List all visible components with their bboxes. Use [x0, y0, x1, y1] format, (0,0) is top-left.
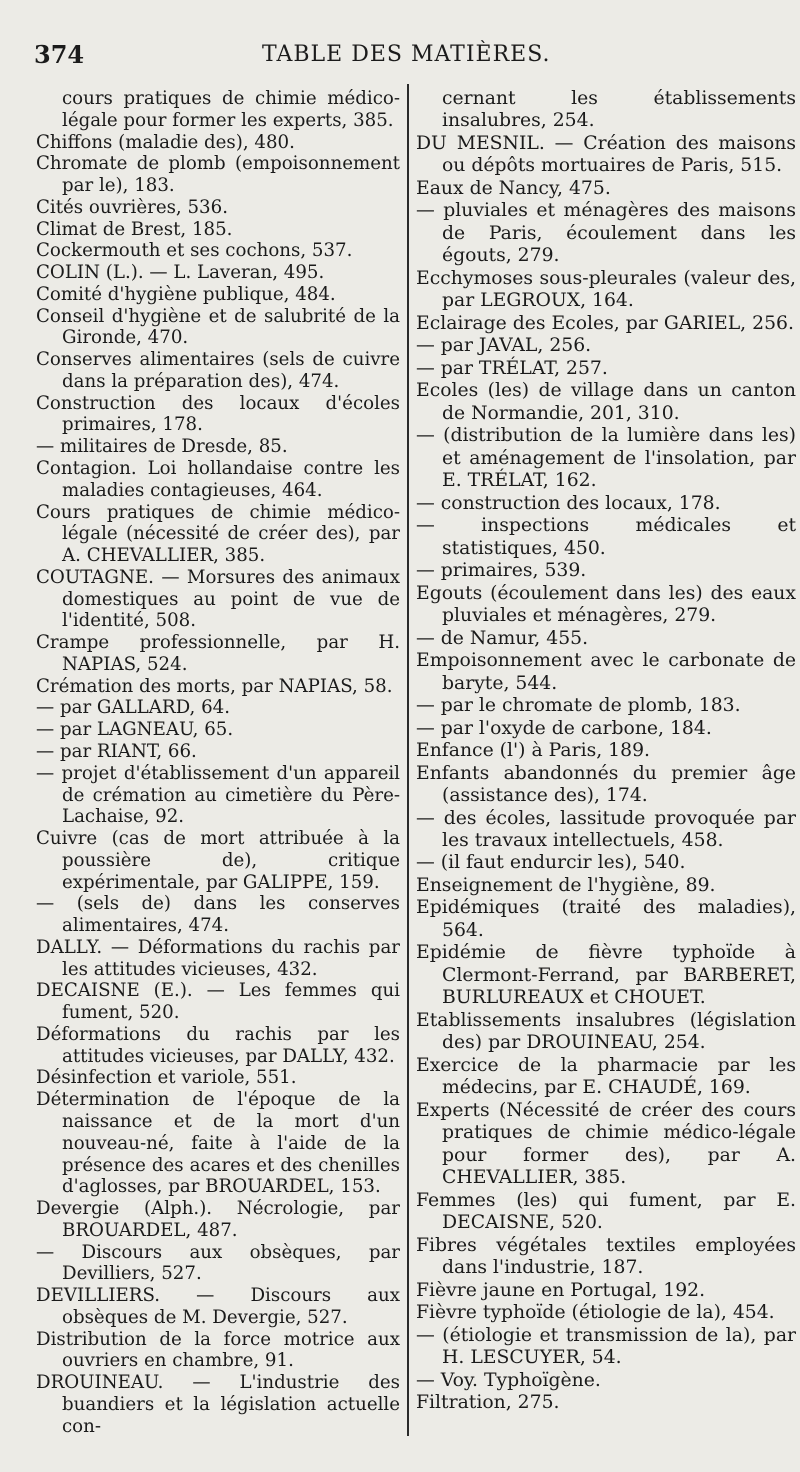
index-entry: DROUINEAU. — L'industrie des buandiers et la législation actuelle con-	[36, 1372, 400, 1437]
index-entry: — Discours aux obsèques, par Devilliers, 527.	[36, 1241, 400, 1285]
index-entry: Ecoles (les) de village dans un canton de Normandie, 201, 310.	[416, 380, 796, 424]
page-number: 374	[34, 40, 85, 69]
index-entry: Experts (Nécessité de créer des cours pratiques de chimie médico-légale pour former des), par A. CHEVALLIER, 385.	[416, 1099, 796, 1189]
index-entry: — (distribution de la lumière dans les) et aménagement de l'insolation, par E. TRÉLAT, 162.	[416, 425, 796, 492]
index-entry: Empoisonnement avec le carbonate de baryte, 544.	[416, 650, 796, 694]
index-entry: — inspections médicales et statistiques, 450.	[416, 515, 796, 559]
index-entry: — projet d'établissement d'un appareil de crémation au cimetière du Père-Lachaise, 92.	[36, 762, 400, 828]
index-entry: Etablissements insalubres (législation des) par DROUINEAU, 254.	[416, 1009, 796, 1054]
index-entry: — (il faut endurcir les), 540.	[416, 852, 686, 874]
index-entry: Cuivre (cas de mort attribuée à la poussière de), critique expérimentale, par GALIPPE, 159.	[36, 828, 400, 893]
index-entry: Eaux de Nancy, 475.	[416, 177, 611, 199]
index-entry: — des écoles, lassitude provoquée par les travaux intellectuels, 458.	[416, 807, 796, 851]
index-entry: Epidémie de fièvre typhoïde à Clermont-Ferrand, par BARBERET, BURLUREAUX et CHOUET.	[416, 942, 796, 1009]
column-divider	[407, 84, 409, 1436]
index-entry: — construction des locaux, 178.	[416, 492, 721, 514]
index-entry: Déformations du rachis par les attitudes vicieuses, par DALLY, 432.	[36, 1023, 400, 1067]
index-entry: Crémation des morts, par NAPIAS, 58.	[36, 675, 393, 697]
index-entry: — militaires de Dresde, 85.	[36, 436, 288, 458]
index-entry: Contagion. Loi hollandaise contre les maladies contagieuses, 464.	[36, 458, 400, 501]
index-entry: — de Namur, 455.	[416, 627, 589, 649]
index-entry: Conserves alimentaires (sels de cuivre dans la préparation des), 474.	[36, 349, 400, 392]
index-entry: Détermination de l'époque de la naissance et de la mort d'un nouveau-né, faite à l'aide de la présence des acares et des chenilles d'aglosses, par BROUARDEL, 153.	[36, 1089, 400, 1198]
index-entry: Filtration, 275.	[416, 1392, 560, 1414]
index-entry: Exercice de la pharmacie par les médecins, par E. CHAUDÉ, 169.	[416, 1054, 796, 1099]
index-entry: Cockermouth et ses cochons, 537.	[36, 240, 353, 262]
page-title: TABLE DES MATIÈRES.	[262, 42, 551, 67]
index-entry: — par le chromate de plomb, 183.	[416, 695, 741, 717]
index-entry: Comité d'hygiène publique, 484.	[36, 283, 336, 305]
index-entry: Distribution de la force motrice aux ouvriers en chambre, 91.	[36, 1328, 400, 1372]
index-entry: Enseignement de l'hygiène, 89.	[416, 874, 716, 896]
index-entry: — par TRÉLAT, 257.	[416, 357, 608, 379]
index-entry: COUTAGNE. — Morsures des animaux domestiques au point de vue de l'identité, 508.	[36, 566, 400, 632]
index-entry: Cours pratiques de chimie médico-légale (nécessité de créer des), par A. CHEVALLIER, 385.	[36, 501, 400, 567]
page-header	[34, 40, 780, 80]
index-entry: Fièvre jaune en Portugal, 192.	[416, 1279, 706, 1301]
index-entry: Enfance (l') à Paris, 189.	[416, 740, 650, 762]
index-entry: COLIN (L.). — L. Laveran, 495.	[36, 262, 325, 284]
index-entry: Chiffons (maladie des), 480.	[36, 131, 295, 153]
index-entry: — par JAVAL, 256.	[416, 335, 592, 357]
index-entry: Epidémiques (traité des maladies), 564.	[416, 897, 796, 941]
index-entry: Crampe professionnelle, par H. NAPIAS, 524.	[36, 632, 400, 675]
index-entry: — Voy. Typhoïgène.	[416, 1369, 601, 1391]
index-entry: — (étiologie et transmission de la), par H. LESCUYER, 54.	[416, 1324, 796, 1369]
index-entry: Femmes (les) qui fument, par E. DECAISNE, 520.	[416, 1189, 796, 1234]
index-entry: — par l'oxyde de carbone, 184.	[416, 717, 712, 739]
index-entry: Désinfection et variole, 551.	[36, 1067, 297, 1089]
index-entry: DU MESNIL. — Création des maisons ou dépôts mortuaires de Paris, 515.	[416, 132, 796, 177]
index-entry: Fièvre typhoïde (étiologie de la), 454.	[416, 1302, 775, 1324]
index-entry: — (sels de) dans les conserves alimentaires, 474.	[36, 893, 400, 937]
index-entry: DEVILLIERS. — Discours aux obsèques de M. Devergie, 527.	[36, 1285, 400, 1328]
index-entry: — par RIANT, 66.	[36, 740, 197, 762]
index-entry: Cités ouvrières, 536.	[36, 196, 228, 218]
index-entry: Climat de Brest, 185.	[36, 218, 233, 240]
index-entry: Fibres végétales textiles employées dans l'industrie, 187.	[416, 1234, 796, 1279]
index-entry: Enfants abandonnés du premier âge (assistance des), 174.	[416, 762, 796, 807]
index-entry: Chromate de plomb (empoisonnement par le), 183.	[36, 153, 400, 197]
index-entry: — par LAGNEAU, 65.	[36, 719, 234, 741]
index-entry: Devergie (Alph.). Nécrologie, par BROUARDEL, 487.	[36, 1198, 400, 1241]
index-entry: — primaires, 539.	[416, 560, 587, 582]
index-entry: Ecchymoses sous-pleurales (valeur des, par LEGROUX, 164.	[416, 267, 796, 312]
index-entry: cours pratiques de chimie médico-légale pour former les experts, 385.	[62, 88, 400, 131]
right-column	[416, 88, 796, 1415]
index-entry: — par GALLARD, 64.	[36, 697, 230, 719]
index-entry: Egouts (écoulement dans les) des eaux pluviales et ménagères, 279.	[416, 582, 796, 627]
index-entry: Eclairage des Ecoles, par GARIEL, 256.	[416, 312, 794, 334]
index-entry: cernant les établissements insalubres, 254.	[442, 88, 796, 132]
index-entry: DALLY. — Déformations du rachis par les attitudes vicieuses, 432.	[36, 936, 400, 980]
left-column	[36, 88, 400, 1437]
index-entry: Construction des locaux d'écoles primaires, 178.	[36, 392, 400, 436]
index-entry: Conseil d'hygiène et de salubrité de la Gironde, 470.	[36, 305, 400, 349]
index-entry: — pluviales et ménagères des maisons de Paris, écoulement dans les égouts, 279.	[416, 200, 796, 267]
index-entry: DECAISNE (E.). — Les femmes qui fument, 520.	[36, 980, 400, 1024]
